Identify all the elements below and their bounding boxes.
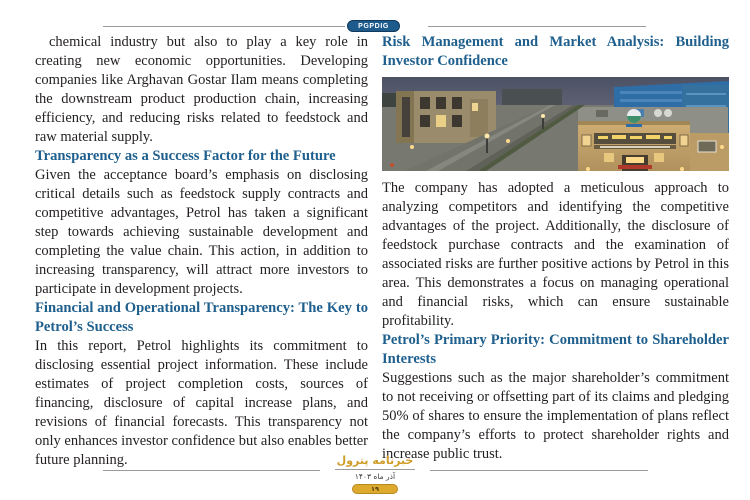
right-heading-priority: Petrol’s Primary Priority: Commitment to Shareholder Interests <box>382 332 729 367</box>
left-heading-financial: Financial and Operational Transparency: The Key to Petrol’s Success <box>35 300 368 335</box>
newsletter-title-farsi: خبرنامه پترول <box>336 454 414 467</box>
right-heading-risk: Risk Management and Market Analysis: Building Investor Confidence <box>382 34 729 69</box>
facility-photo-illustration <box>382 77 729 171</box>
left-paragraph-1: chemical industry but also to play a key role in creating new economic opportunities. Developing companies like Arghavan Gostar Ilam means completing the downstream product production chain, increasing efficiency, and reducing risks related to feedstock and raw material supply. <box>35 34 368 145</box>
left-paragraph-2: Given the acceptance board’s emphasis on disclosing critical details such as feedstock supply contracts and competitive advantages, Petrol has taken a significant step towards achieving sustainable development and completing the value chain. This action, in addition to increasing transparency, will attract more investors to participate in development projects. <box>35 167 368 297</box>
footer-date-farsi: آذر ماه ۱۴۰۳ <box>354 472 396 481</box>
left-heading-transparency: Transparency as a Success Factor for the Future <box>35 148 336 164</box>
page-number: ۱۹ <box>371 485 379 493</box>
footer-separator <box>335 469 415 470</box>
facility-photo <box>382 77 729 171</box>
right-text-column <box>382 33 729 464</box>
left-text-column <box>35 33 368 470</box>
right-paragraph-2: Suggestions such as the major shareholder’s commitment to not receiving or offsetting part of its claims and pledging 50% of shares to ensure the implementation of plans reflect the company’s efforts to protect shareholder rights and increase public trust. <box>382 370 729 462</box>
right-paragraph-1: The company has adopted a meticulous approach to analyzing competitors and identifying the competitive advantages of the project. Additionally, the disclosure of feedstock purchase contracts and the examination of associated risks are further positive actions by Petrol in this area. This demonstrates a focus on managing operational and financial risks, which can ensure sustainable profitability. <box>382 180 729 329</box>
badge-label: PGPDIG <box>358 22 389 30</box>
pgpdig-badge <box>347 20 400 32</box>
header-rule-right <box>428 26 646 27</box>
left-paragraph-3: In this report, Petrol highlights its commitment to disclosing essential project information. These include estimates of project completion costs, sources of financing, disclosure of capital increase plans, and revisions of financial forecasts. This transparency not only enhances investor confidence but also enables better future planning. <box>35 338 368 468</box>
page-number-pill <box>352 484 398 494</box>
header-rule-left <box>103 26 345 27</box>
footer <box>0 455 750 494</box>
